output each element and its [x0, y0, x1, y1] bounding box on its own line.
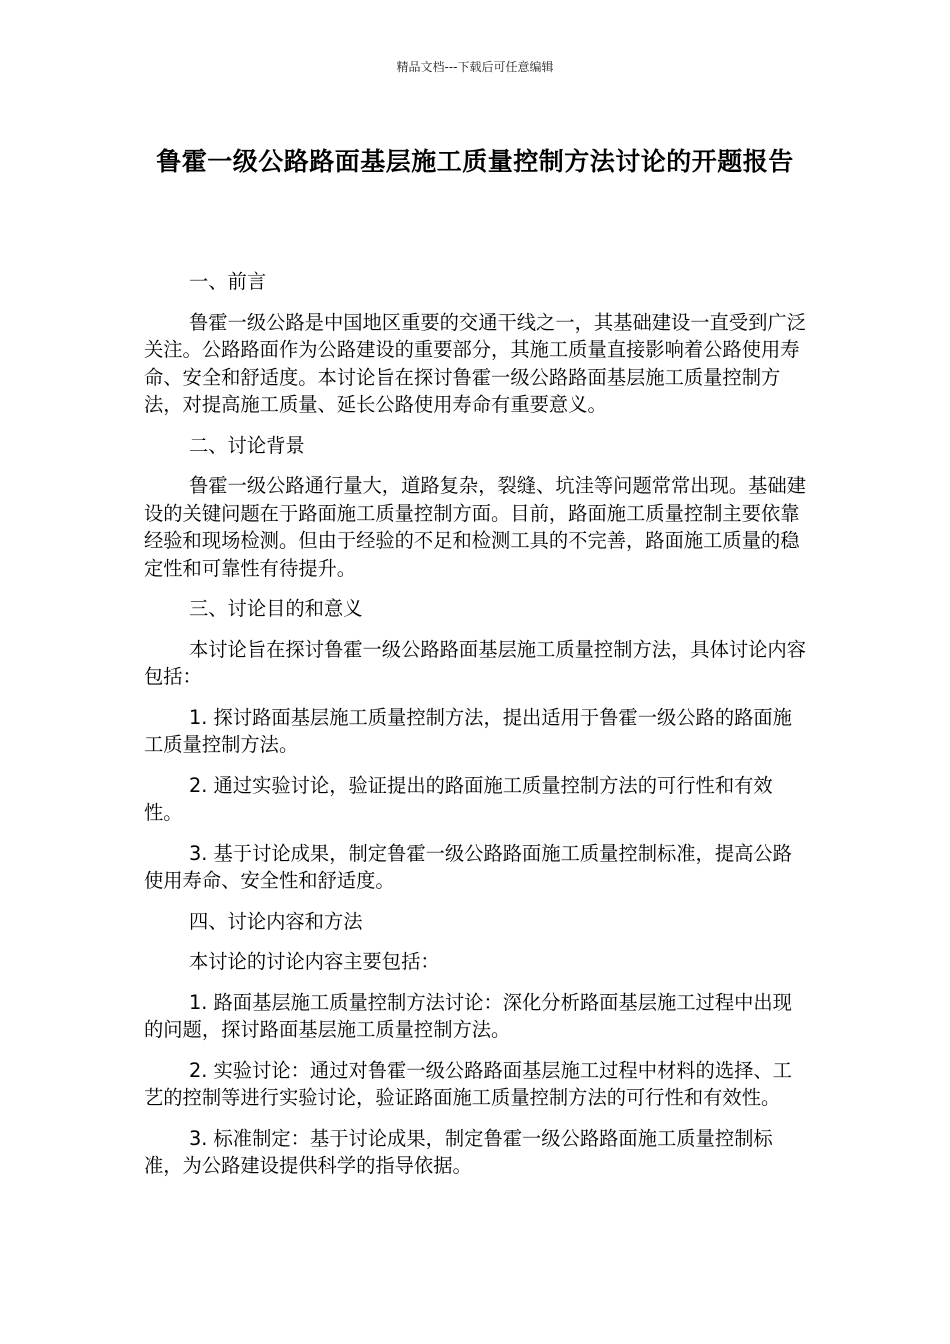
document-title: 鲁霍一级公路路面基层施工质量控制方法讨论的开题报告 [156, 147, 794, 176]
list-item-purpose-3: 3. 基于讨论成果，制定鲁霍一级公路路面施工质量控制标准，提高公路使用寿命、安全性和舒适度。 [144, 841, 792, 892]
list-item-content-2: 2. 实验讨论：通过对鲁霍一级公路路面基层施工过程中材料的选择、工艺的控制等进行实验讨论，验证路面施工质量控制方法的可行性和有效性。 [144, 1058, 792, 1109]
paragraph-background: 鲁霍一级公路通行量大，道路复杂，裂缝、坑洼等问题常常出现。基础建设的关键问题在于路面施工质量控制方面。目前，路面施工质量控制主要依靠经验和现场检测。但由于经验的不足和检测工具的不完善，路面施工质量的稳定性和可靠性有待提升。 [144, 474, 806, 580]
list-item-purpose-2: 2. 通过实验讨论，验证提出的路面施工质量控制方法的可行性和有效性。 [144, 773, 773, 824]
section-heading-preface: 一、前言 [189, 270, 267, 293]
list-item-content-3: 3. 标准制定：基于讨论成果，制定鲁霍一级公路路面施工质量控制标准，为公路建设提供科学的指导依据。 [144, 1126, 773, 1177]
paragraph-content-intro: 本讨论的讨论内容主要包括： [189, 950, 440, 973]
page-header: 精品文档---下载后可任意编辑 [396, 60, 554, 74]
list-item-content-1: 1. 路面基层施工质量控制方法讨论：深化分析路面基层施工过程中出现的问题，探讨路面基层施工质量控制方法。 [144, 990, 792, 1041]
section-heading-content-methods: 四、讨论内容和方法 [189, 909, 363, 933]
paragraph-purpose-intro: 本讨论旨在探讨鲁霍一级公路路面基层施工质量控制方法，具体讨论内容包括： [144, 637, 806, 688]
section-heading-purpose: 三、讨论目的和意义 [189, 597, 363, 620]
list-item-purpose-1: 1. 探讨路面基层施工质量控制方法，提出适用于鲁霍一级公路的路面施工质量控制方法。 [144, 705, 792, 756]
paragraph-preface: 鲁霍一级公路是中国地区重要的交通干线之一，其基础建设一直受到广泛关注。公路路面作为公路建设的重要部分，其施工质量直接影响着公路使用寿命、安全和舒适度。本讨论旨在探讨鲁霍一级公路路面基层施工质量控制方法，对提高施工质量、延长公路使用寿命有重要意义。 [144, 310, 806, 416]
document-body [144, 268, 806, 1193]
section-heading-background: 二、讨论背景 [189, 433, 305, 457]
